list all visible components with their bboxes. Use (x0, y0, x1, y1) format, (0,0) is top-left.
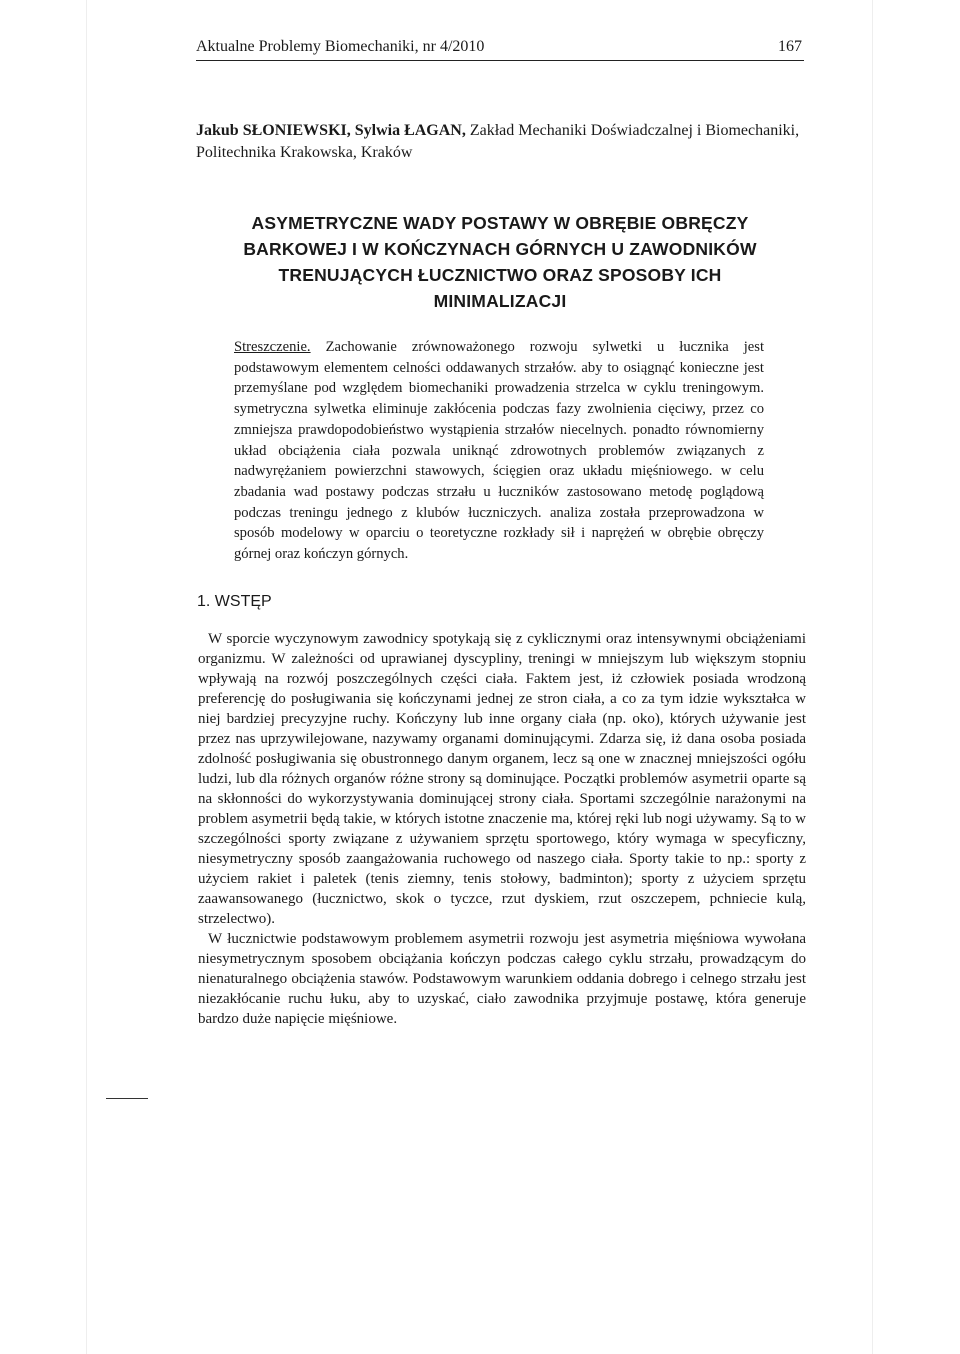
scan-edge-right (872, 0, 873, 1354)
paragraph: W sporcie wyczynowym zawodnicy spotykają się z cyklicznymi oraz intensywnymi obciążeniami organizmu. W zależności od uprawianej dyscypliny, treningi w mniejszym lub większym stopniu wpływają na rozwój poszczególnych części ciała. Faktem jest, iż człowiek posiada wrodzoną preferencję do posługiwania się kończynami jednej ze stron ciała, a co za tym idzie wykształca w niej bardziej precyzyjne ruchy. Kończyny lub inne organy ciała (np. oko), których używanie jest przez nas uprzywilejowane, nazywamy organami dominującymi. Zdarza się, iż dana osoba posiada zdolność posługiwania się obustronnego danym organem, lecz są one w znacznej mniejszości ogółu ludzi, lub dla różnych organów różne strony są dominujące. Początki problemów asymetrii oparte są na skłonności do wykorzystywania dominującej strony ciała. Sportami szczególnie narażonymi na problem asymetrii będą takie, w których istotne znaczenie ma, której ręki lub nogi używamy. Są to w szczególności sporty związane z używaniem sprzętu sportowego, który wymaga w specyficzny, niesymetryczny sposób zaangażowania ruchowego od naszego ciała. Sporty takie to np.: sporty z użyciem rakiet i paletek (tenis ziemny, tenis stołowy, badminton); sporty z użyciem sprzętu zaawansowanego (łucznictwo, skok o tyczce, rzut dyskiem, rzut oszczepem, pchniecie kulą, strzelectwo). (198, 631, 806, 927)
page-number: 167 (778, 38, 802, 55)
paper-title: ASYMETRYCZNE WADY POSTAWY W OBRĘBIE OBRĘCZY BARKOWEJ I W KOŃCZYNACH GÓRNYCH U ZAWODNIKÓW TRENUJĄCYCH ŁUCZNICTWO ORAZ SPOSOBY ICH MINIMALIZACJI (243, 213, 757, 311)
section-heading: 1. WSTĘP (197, 593, 272, 610)
running-header (196, 36, 804, 61)
abstract (234, 337, 764, 565)
author-names: Jakub SŁONIEWSKI, Sylwia ŁAGAN, (196, 122, 466, 139)
journal-name: Aktualne Problemy Biomechaniki, nr 4/2010 (196, 38, 485, 55)
author-affiliation: Zakład Mechaniki Doświadczalnej i Biomechaniki, Politechnika Krakowska, Kraków (196, 122, 800, 161)
footnote-rule (106, 1098, 148, 1099)
paragraph: W łucznictwie podstawowym problemem asymetrii rozwoju jest asymetria mięśniowa wywołana niesymetrycznym sposobem obciążania kończyn podczas całego cyklu strzału, prowadzącym do nienaturalnego obciążenia stawów. Podstawowym warunkiem oddania dobrego i celnego strzału jest niezakłócanie ruchu łuku, aby to uzyskać, ciało zawodnika przyjmuje postawę, która generuje bardzo duże napięcie mięśniowe. (198, 931, 806, 1027)
body-text (198, 629, 806, 1029)
author-block (196, 120, 816, 164)
abstract-label: Streszczenie. (234, 339, 311, 355)
abstract-text: Zachowanie zrównoważonego rozwoju sylwetki u łucznika jest podstawowym elementem celności oddawanych strzałów. aby to osiągnąć konieczne jest przemyślane pod względem biomechaniki prowadzenia strzelca w cyklu treningowym. symetryczna sylwetka eliminuje zakłócenia podczas fazy zwolnienia cięciwy, przez co zmniejsza prawdopodobieństwo wystąpienia strzałów niecelnych. ponadto równomierny układ obciążenia ciała pozwala uniknąć zdrowotnych problemów związanych z nadwyrężaniem powierzchni stawowych, ścięgien oraz układu mięśniowego. w celu zbadania wad postawy podczas strzału u łuczników zastosowano metodę poglądową podczas treningu jednego z klubów łuczniczych. analiza została przeprowadzona w sposób modelowy w oparciu o teoretyczne rozkłady sił i naprężeń w obrębie obręczy górnej oraz kończyn górnych. (234, 339, 764, 563)
scan-edge-left (86, 0, 87, 1354)
